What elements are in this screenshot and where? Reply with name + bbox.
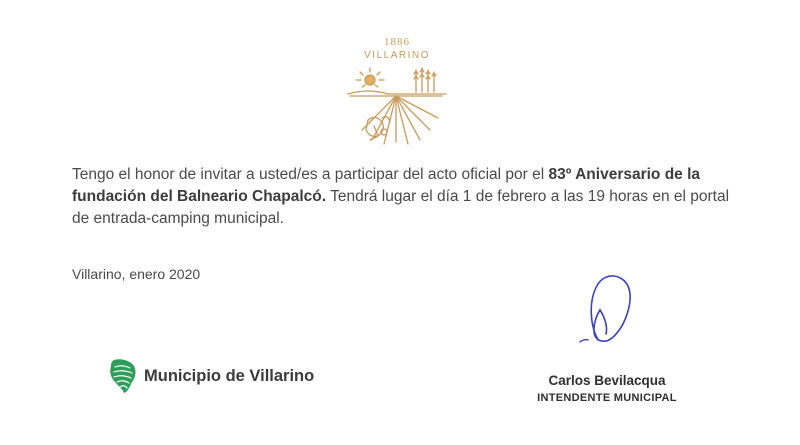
invitation-text-part1: Tengo el honor de invitar a usted/es a participar del acto oficial por el: [72, 166, 549, 183]
signer-role: INTENDENTE MUNICIPAL: [537, 392, 677, 404]
anniversary-highlight: 83º Aniversario de la fundación del Balneario Chapalcó.: [72, 166, 701, 205]
invitation-text-part2: Tendrá lugar el día 1 de febrero a las 19 horas en el portal de entrada-camping municipal.: [72, 188, 730, 227]
villarino-crest: [338, 30, 456, 152]
municipal-logo: [108, 356, 314, 396]
signature-icon: [568, 270, 648, 350]
villarino-map-icon: [108, 358, 138, 394]
place-date: Villarino, enero 2020: [72, 266, 201, 282]
crest-year: 1886: [384, 36, 410, 48]
signer-name: Carlos Bevilacqua: [548, 373, 666, 388]
invitation-text: [72, 164, 734, 230]
crest-town: VILLARINO: [364, 50, 430, 61]
municipal-name: Municipio de Villarino: [144, 366, 315, 385]
villarino-crest-icon: [338, 60, 456, 152]
